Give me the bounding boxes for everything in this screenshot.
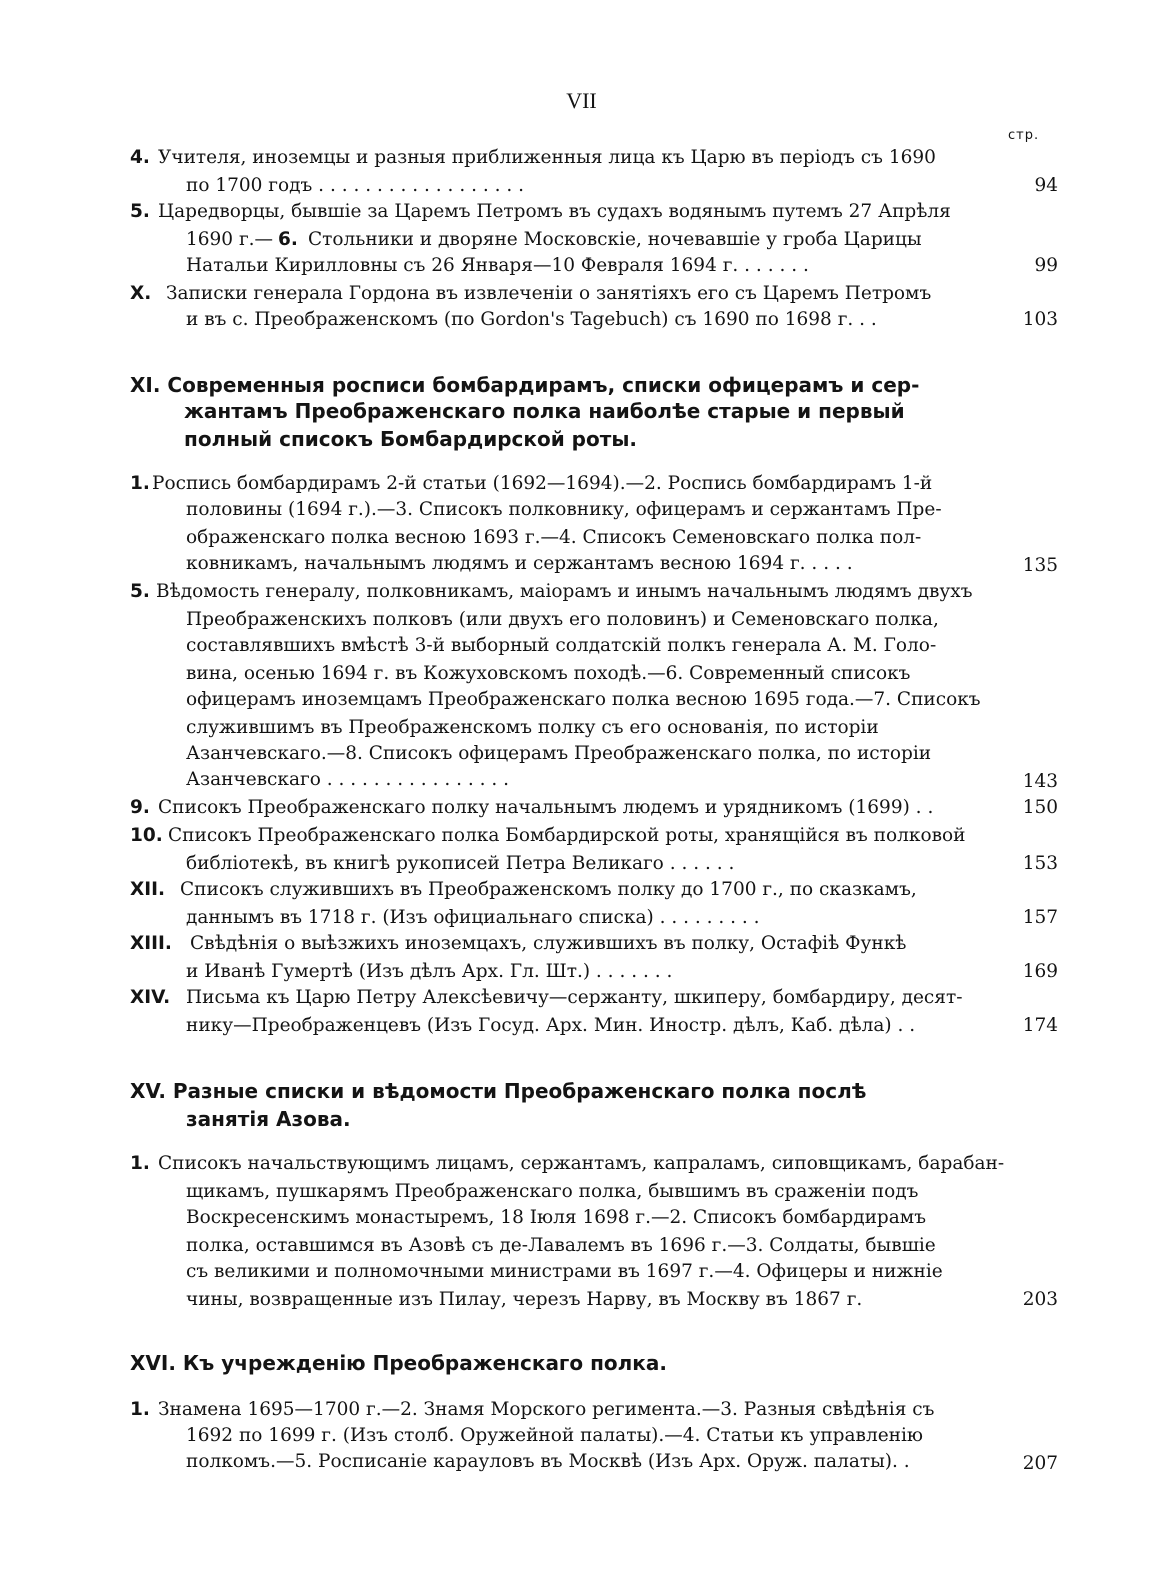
page-ref: 153: [1022, 853, 1058, 874]
page-ref: 103: [1022, 309, 1058, 330]
section-heading: XI. Современныя росписи бомбардирамъ, списки офицерамъ и сер-: [130, 373, 920, 397]
section-heading: жантамъ Преображенскаго полка наиболѣе старые и первый: [184, 399, 905, 423]
page-ref: 99: [1034, 255, 1058, 276]
page-ref: 135: [1022, 555, 1058, 576]
section-heading: XVI. Къ учрежденію Преображенскаго полка.: [130, 1351, 667, 1375]
page-number: VII: [566, 88, 597, 113]
page-ref: 207: [1022, 1453, 1058, 1474]
page-ref: 169: [1022, 961, 1058, 982]
section-heading: занятія Азова.: [186, 1107, 351, 1131]
page-ref: 157: [1022, 907, 1058, 928]
page-ref: 203: [1022, 1289, 1058, 1310]
page-column-label: стр.: [1008, 128, 1040, 143]
page-ref: 150: [1022, 797, 1058, 818]
page-ref: 174: [1022, 1015, 1058, 1036]
page-ref: 143: [1022, 771, 1058, 792]
section-heading: XV. Разные списки и вѣдомости Преображенскаго полка послѣ: [130, 1079, 867, 1103]
section-heading: полный списокъ Бомбардирской роты.: [184, 427, 638, 451]
page-ref: 94: [1034, 175, 1058, 196]
